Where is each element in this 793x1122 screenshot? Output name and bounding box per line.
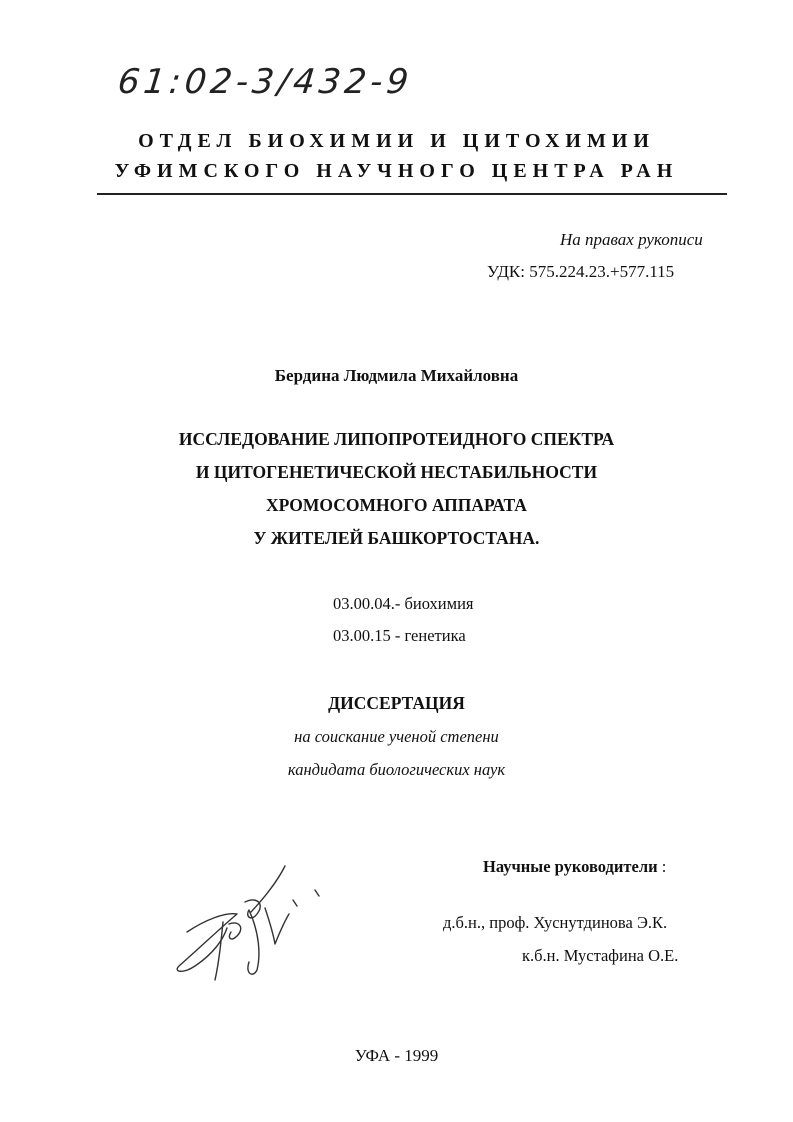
degree-line-2: кандидата биологических наук — [287, 760, 506, 779]
dissertation-heading: ДИССЕРТАЦИЯ — [328, 693, 465, 713]
supervisor-2: к.б.н. Мустафина О.Е. — [522, 946, 679, 965]
rights-note: На правах рукописи — [560, 230, 703, 249]
specialty-biochemistry: 03.00.04.- биохимия — [333, 594, 474, 613]
supervisors-heading — [483, 857, 666, 877]
udk-code: УДК: 575.224.23.+577.115 — [487, 262, 675, 281]
handwritten-archive-number: 61:02-3/432-9 — [115, 62, 415, 102]
title-line-2: И ЦИТОГЕНЕТИЧЕСКОЙ НЕСТАБИЛЬНОСТИ — [195, 462, 598, 482]
title-line-4: У ЖИТЕЛЕЙ БАШКОРТОСТАНА. — [253, 528, 540, 548]
supervisors-colon: : — [657, 857, 667, 876]
header-line-1: ОТДЕЛ БИОХИМИИ И ЦИТОХИМИИ — [138, 130, 655, 152]
supervisor-1: д.б.н., проф. Хуснутдинова Э.К. — [443, 913, 668, 932]
title-line-1: ИССЛЕДОВАНИЕ ЛИПОПРОТЕИДНОГО СПЕКТРА — [178, 429, 615, 449]
specialty-genetics: 03.00.15 - генетика — [333, 626, 466, 645]
signature — [165, 862, 335, 987]
header-divider — [97, 193, 727, 195]
city-year: УФА - 1999 — [354, 1046, 439, 1065]
header-line-2: УФИМСКОГО НАУЧНОГО ЦЕНТРА РАН — [114, 160, 679, 182]
degree-line-1: на соискание ученой степени — [294, 727, 499, 746]
supervisors-heading-text: Научные руководители — [483, 857, 658, 876]
author-name: Бердина Людмила Михайловна — [274, 366, 519, 385]
title-line-3: ХРОМОСОМНОГО АППАРАТА — [266, 495, 527, 515]
